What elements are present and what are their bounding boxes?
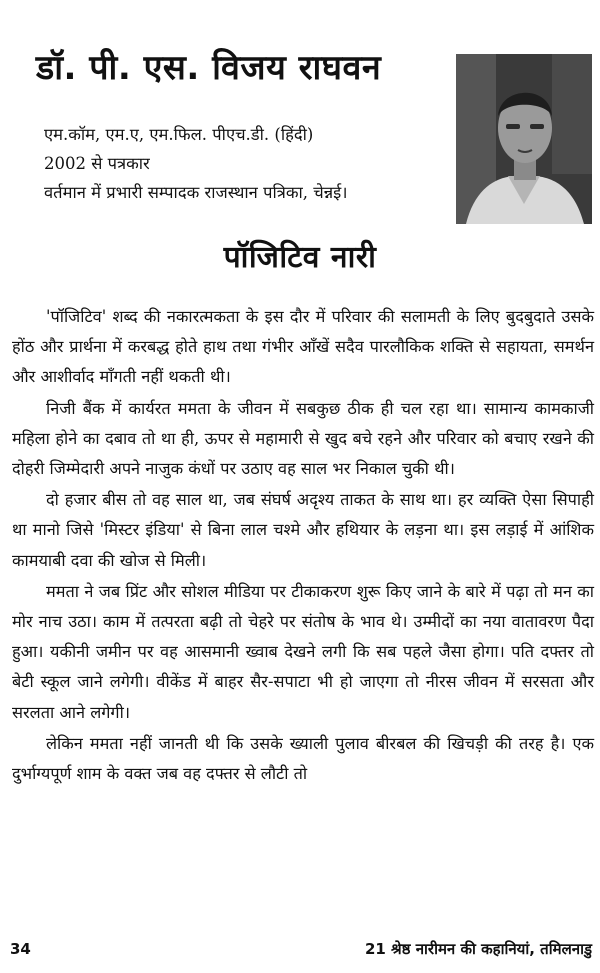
author-bio (44, 120, 464, 207)
author-qualifications: एम.कॉम, एम.ए, एम.फिल. पीएच.डी. (हिंदी) (44, 125, 314, 144)
author-name: डॉ. पी. एस. विजय राघवन (36, 48, 382, 88)
book-title-footer: 21 श्रेष्ठ नारीमन की कहानियां, तमिलनाडु (364, 940, 592, 958)
story-paragraph: लेकिन ममता नहीं जानती थी कि उसके ख्याली पुलाव बीरबल की खिचड़ी की तरह है। एक दुर्भाग्यपूर्ण शाम के वक्त जब वह दफ्तर से लौटी तो (12, 733, 594, 784)
story-title: पॉजिटिव नारी (223, 240, 377, 275)
author-current-role: वर्तमान में प्रभारी सम्पादक राजस्थान पत्रिका, चेन्नई। (44, 183, 348, 202)
author-photo (456, 54, 592, 224)
author-journalism-since: 2002 से पत्रकार (44, 154, 150, 173)
story-paragraph: 'पॉजिटिव' शब्द की नकारत्मकता के इस दौर में परिवार की सलामती के लिए बुदबुदाते उसके होंठ और प्रार्थना में करबद्ध होते हाथ तथा गंभीर आँखें सदैव पारलौकिक शक्ति से सहायता, समर्थन और आशीर्वाद माँगती नहीं थकती थी। (12, 307, 594, 387)
story-paragraph: दो हजार बीस तो वह साल था, जब संघर्ष अदृश्य ताकत के साथ था। हर व्यक्ति ऐसा सिपाही था मानो जिसे 'मिस्टर इंडिया' से बिना लाल चश्मे और हथियार के लड़ना था। इस लड़ाई में आंशिक कामयाबी दवा की खोज से मिली। (12, 490, 594, 570)
page-number: 34 (10, 940, 31, 958)
story-paragraph: निजी बैंक में कार्यरत ममता के जीवन में सबकुछ ठीक ही चल रहा था। सामान्य कामकाजी महिला होने का दबाव तो था ही, ऊपर से महामारी से खुद बचे रहने और परिवार को बचाए रखने की दोहरी जिम्मेदारी अपने नाजुक कंधों पर उठाए वह साल भर निकाल चुकी थी। (12, 398, 594, 479)
author-portrait-image (456, 54, 592, 224)
story-body (12, 302, 594, 790)
story-paragraph: ममता ने जब प्रिंट और सोशल मीडिया पर टीकाकरण शुरू किए जाने के बारे में पढ़ा तो मन का मोर नाच उठा। काम में तत्परता बढ़ी तो चेहरे पर संतोष के भाव थे। उम्मीदों का नया वातावरण पैदा हुआ। यकीनी जमीन पर वह आसमानी ख्वाब देखने लगी कि सब पहले जैसा होगा। पति दफ्तर तो बेटी स्कूल जाने लगेगी। वीकेंड में बाहर सैर-सपाटा भी हो जाएगा तो नीरस जीवन में सरसता और सरलता आने लगेगी। (12, 581, 594, 722)
